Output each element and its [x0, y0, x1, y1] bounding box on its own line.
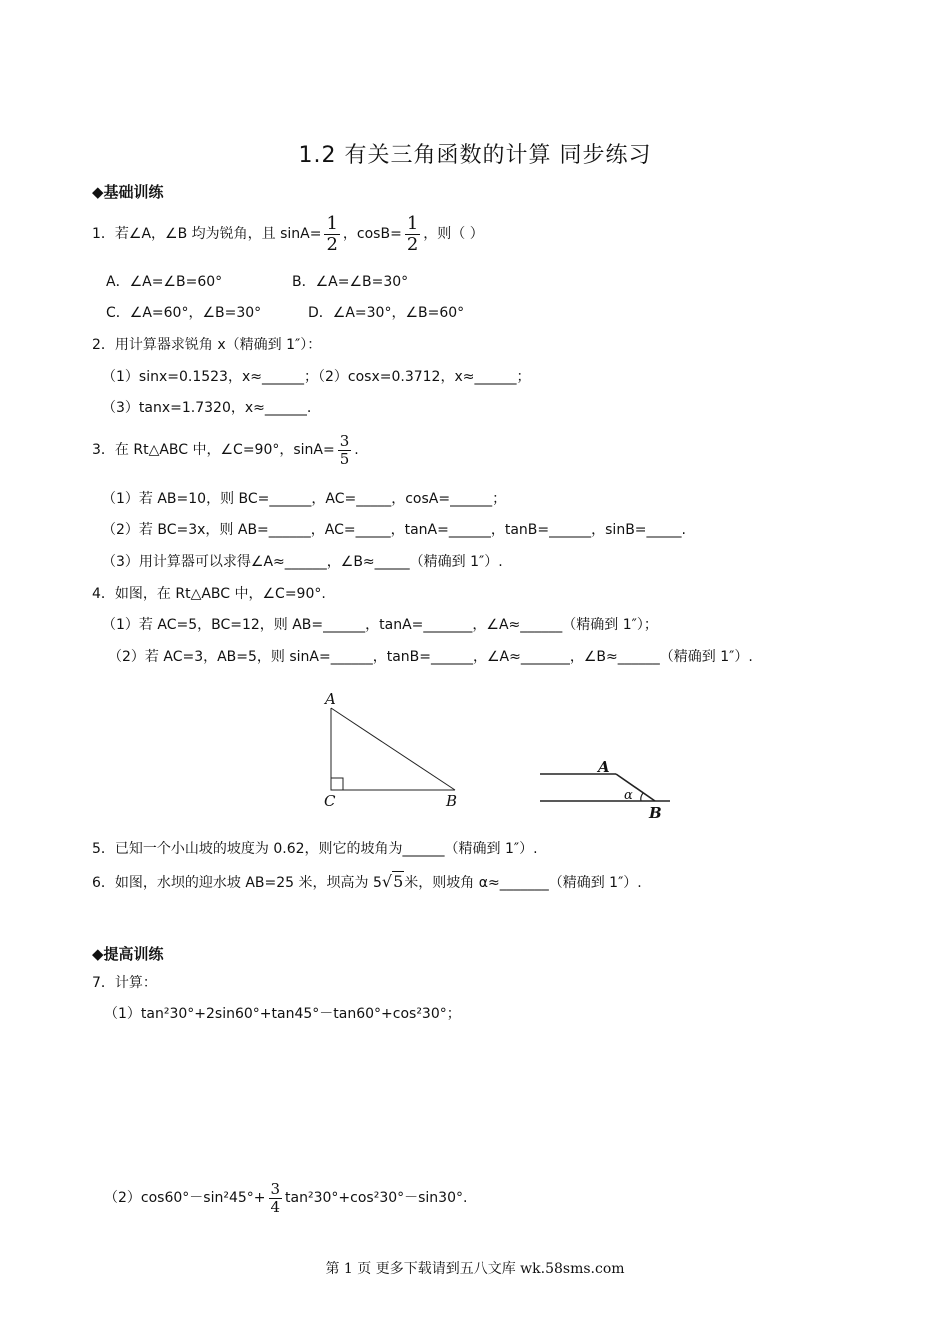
question-4-line-1: （1）若 AC=5，BC=12，则 AB=______，tanA=_______，∠A≈______（精确到 1″）；	[102, 617, 658, 633]
question-2-line-2: （3）tanx=1.7320，x≈______.	[102, 400, 312, 416]
triangle-side-ab	[331, 708, 455, 790]
q3-text-b: .	[354, 442, 359, 458]
page-footer: 第 1 页 更多下载请到五八文库 wk.58sms.com	[325, 1261, 625, 1277]
triangle-label-c: C	[324, 792, 336, 810]
slope-label-b: B	[649, 804, 662, 822]
q1-option-a: A．∠A=∠B=60°	[106, 274, 223, 290]
q7-fraction	[269, 1181, 283, 1216]
question-4-line-2: （2）若 AC=3，AB=5，则 sinA=______，tanB=______，∠A≈_______，∠B≈______（精确到 1″）.	[108, 649, 753, 665]
q1-frac1-den: 2	[326, 233, 338, 255]
q6-sqrt: √5	[381, 872, 404, 891]
q1-text-c: ，则（ ）	[423, 226, 484, 242]
q3-frac-num: 3	[339, 431, 350, 450]
question-1-stem	[92, 212, 484, 256]
page-title: 1.2 有关三角函数的计算 同步练习	[298, 143, 652, 168]
q1-fraction-cos	[405, 214, 420, 255]
triangle-figure	[318, 688, 468, 812]
q7-frac-num: 3	[270, 1179, 281, 1198]
slope-label-a: A	[598, 758, 610, 776]
section-basic-heading: ◆基础训练	[92, 183, 164, 201]
slope-ab-line	[616, 774, 655, 801]
q1-frac2-den: 2	[406, 233, 419, 255]
q7-frac-den: 4	[270, 1197, 281, 1216]
q1-option-d: D．∠A=30°，∠B=60°	[308, 305, 465, 321]
triangle-label-a: A	[325, 690, 336, 708]
q7-p2-text-a: （2）cos60°－sin²45°+	[104, 1190, 266, 1206]
section-advanced-heading: ◆提高训练	[92, 945, 164, 963]
question-3-stem	[92, 428, 359, 472]
q6-sqrt-radicand: 5	[393, 872, 404, 891]
question-6	[92, 872, 642, 892]
q1-frac2-num: 1	[406, 212, 419, 234]
triangle-label-b: B	[446, 792, 458, 810]
q1-fraction-sin	[324, 214, 339, 255]
q1-frac1-num: 1	[326, 212, 338, 234]
angle-alpha-arc	[641, 793, 643, 801]
slope-figure	[536, 754, 676, 822]
q1-option-c: C．∠A=60°，∠B=30°	[106, 305, 262, 321]
question-2-line-1: （1）sinx=0.1523，x≈______；（2）cosx=0.3712，x≈______；	[102, 369, 531, 385]
question-7-part-1: （1）tan²30°+2sin60°+tan45°－tan60°+cos²30°；	[104, 1006, 461, 1022]
question-7-stem: 7．计算：	[92, 975, 157, 991]
q3-frac-den: 5	[339, 449, 350, 468]
slope-label-alpha: α	[624, 788, 633, 803]
q1-text-a: 1．若∠A，∠B 均为锐角，且 sinA=	[92, 226, 322, 242]
question-3-line-2: （2）若 BC=3x，则 AB=______，AC=_____，tanA=______，tanB=______，sinB=_____.	[102, 522, 686, 538]
question-3-line-3: （3）用计算器可以求得∠A≈______，∠B≈_____（精确到 1″）.	[102, 554, 503, 570]
q6-text-a: 6．如图，水坝的迎水坡 AB=25 米，坝高为 5	[92, 875, 382, 891]
question-3-line-1: （1）若 AB=10，则 BC=______，AC=_____，cosA=______；	[102, 491, 507, 507]
q7-p2-text-b: tan²30°+cos²30°－sin30°.	[285, 1190, 468, 1206]
q3-text-a: 3．在 Rt△ABC 中，∠C=90°，sinA=	[92, 442, 335, 458]
question-4-stem: 4．如图，在 Rt△ABC 中，∠C=90°.	[92, 586, 326, 602]
q6-text-b: 米，则坡角 α≈_______（精确到 1″）.	[404, 875, 642, 891]
q1-option-b: B．∠A=∠B=30°	[292, 274, 409, 290]
q3-fraction	[338, 433, 352, 468]
question-5: 5．已知一个小山坡的坡度为 0.62，则它的坡角为______（精确到 1″）.	[92, 841, 538, 857]
question-7-part-2	[104, 1176, 467, 1220]
question-2-stem: 2．用计算器求锐角 x（精确到 1″）：	[92, 337, 322, 353]
right-angle-mark	[331, 778, 343, 790]
q1-text-b: ，cosB=	[342, 226, 402, 242]
